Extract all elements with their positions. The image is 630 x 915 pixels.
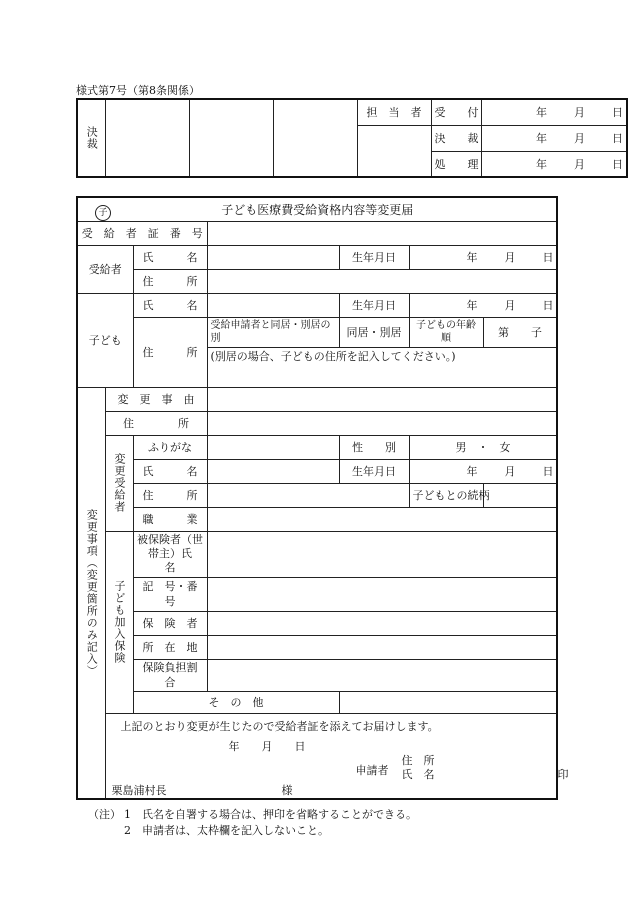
addressee: 栗島浦村長 <box>111 783 167 797</box>
occupation-label: 職 業 <box>133 507 207 531</box>
order-value[interactable]: 第 子 <box>483 317 557 347</box>
applicant-name-label: 氏 名 <box>401 767 435 781</box>
location-field[interactable] <box>207 635 557 659</box>
recipient-birth-field[interactable]: 年 月 日 <box>409 245 557 269</box>
recipient-label: 受給者 <box>77 245 133 293</box>
other-label: そ の 他 <box>133 691 339 713</box>
note-2: 2 申請者は、太枠欄を記入しないこと。 <box>124 824 329 837</box>
insured-field[interactable] <box>207 531 557 577</box>
gender-value[interactable]: 男 ・ 女 <box>409 435 557 459</box>
relation-field[interactable] <box>483 483 557 507</box>
child-birth-label: 生年月日 <box>339 293 409 317</box>
shori-label: 処 理 <box>431 151 481 177</box>
tanto-cell[interactable] <box>357 125 431 177</box>
cert-no-field[interactable] <box>207 221 557 245</box>
change-birth-field[interactable]: 年 月 日 <box>409 459 557 483</box>
sama: 様 <box>281 783 293 797</box>
title-row <box>77 197 557 221</box>
other-field[interactable] <box>339 691 557 713</box>
order-label: 子どもの年齢順 <box>409 317 483 347</box>
applicant-label: 申請者 <box>355 763 389 777</box>
occupation-field[interactable] <box>207 507 557 531</box>
gender-label: 性 別 <box>339 435 409 459</box>
child-address-field[interactable]: (別居の場合、子どもの住所を記入してください。) <box>207 347 557 387</box>
page-title: 子ども医療費受給資格内容等変更届 <box>221 202 414 217</box>
cert-no-label: 受 給 者 証 番 号 <box>77 221 207 245</box>
note-1: 1 氏名を自署する場合は、押印を省略することができる。 <box>124 808 417 821</box>
insurer-label: 保 険 者 <box>133 611 207 635</box>
cohabit-label: 受給申請者と同居・別居の別 <box>207 317 339 347</box>
child-name-label: 氏 名 <box>133 293 207 317</box>
furigana-field[interactable] <box>207 435 339 459</box>
child-name-field[interactable] <box>207 293 339 317</box>
change-name-field[interactable] <box>207 459 339 483</box>
change-recipient-label: 変更受給者 <box>105 435 133 531</box>
declaration-text: 上記のとおり変更が生じたので受給者証を添えてお届けします。 <box>120 719 439 733</box>
approval-table <box>76 98 628 178</box>
uketsuke-label: 受 付 <box>431 99 481 125</box>
burden-label: 保険負担割 合 <box>133 659 207 691</box>
change-name-label: 氏 名 <box>133 459 207 483</box>
child-insurance-label: 子ども加入保険 <box>105 531 133 713</box>
tanto-label: 担 当 者 <box>357 99 431 125</box>
burden-field[interactable] <box>207 659 557 691</box>
child-birth-field[interactable]: 年 月 日 <box>409 293 557 317</box>
note-prefix: （注） <box>88 808 121 821</box>
applicant-address-label: 住 所 <box>401 753 435 767</box>
date-line: 年 月 日 <box>228 739 306 753</box>
furigana-label: ふりがな <box>133 435 207 459</box>
kessai2-label: 決 裁 <box>431 125 481 151</box>
recipient-birth-label: 生年月日 <box>339 245 409 269</box>
uketsuke-date[interactable]: 年 月 日 <box>481 99 627 125</box>
declaration-block <box>105 713 569 799</box>
symbol-no-label: 記 号・番 号 <box>133 577 207 611</box>
change-recipient-address-label: 住 所 <box>133 483 207 507</box>
recipient-address-label: 住 所 <box>133 269 207 293</box>
recipient-address-field[interactable] <box>207 269 557 293</box>
kessai-date[interactable]: 年 月 日 <box>481 125 627 151</box>
cohabit-value[interactable]: 同居・別居 <box>339 317 409 347</box>
stamp-icon: 子 <box>95 205 111 221</box>
shori-date[interactable]: 年 月 日 <box>481 151 627 177</box>
change-birth-label: 生年月日 <box>339 459 409 483</box>
change-reason-label: 変 更 事 由 <box>105 387 207 411</box>
recipient-name-field[interactable] <box>207 245 339 269</box>
change-recipient-address-field[interactable] <box>207 483 409 507</box>
insured-label: 被保険者（世帯主）氏 名 <box>133 531 207 577</box>
main-form-table <box>76 196 569 800</box>
symbol-no-field[interactable] <box>207 577 557 611</box>
child-label: 子ども <box>77 293 133 387</box>
change-reason-field[interactable] <box>207 387 557 411</box>
location-label: 所 在 地 <box>133 635 207 659</box>
approval-cell-3[interactable] <box>273 99 357 177</box>
change-items-label: 変更事項（変更箇所のみ記入） <box>77 387 105 799</box>
kessai-label: 決裁 <box>77 99 105 177</box>
change-address-label: 住 所 <box>105 411 207 435</box>
approval-cell-2[interactable] <box>189 99 273 177</box>
seal-mark: 印 <box>557 767 569 781</box>
change-address-field[interactable] <box>207 411 557 435</box>
recipient-name-label: 氏 名 <box>133 245 207 269</box>
approval-cell-1[interactable] <box>105 99 189 177</box>
child-address-label: 住 所 <box>133 317 207 387</box>
form-number: 様式第7号（第8条関係） <box>76 84 200 97</box>
insurer-field[interactable] <box>207 611 557 635</box>
relation-label: 子どもとの続柄 <box>409 483 483 507</box>
